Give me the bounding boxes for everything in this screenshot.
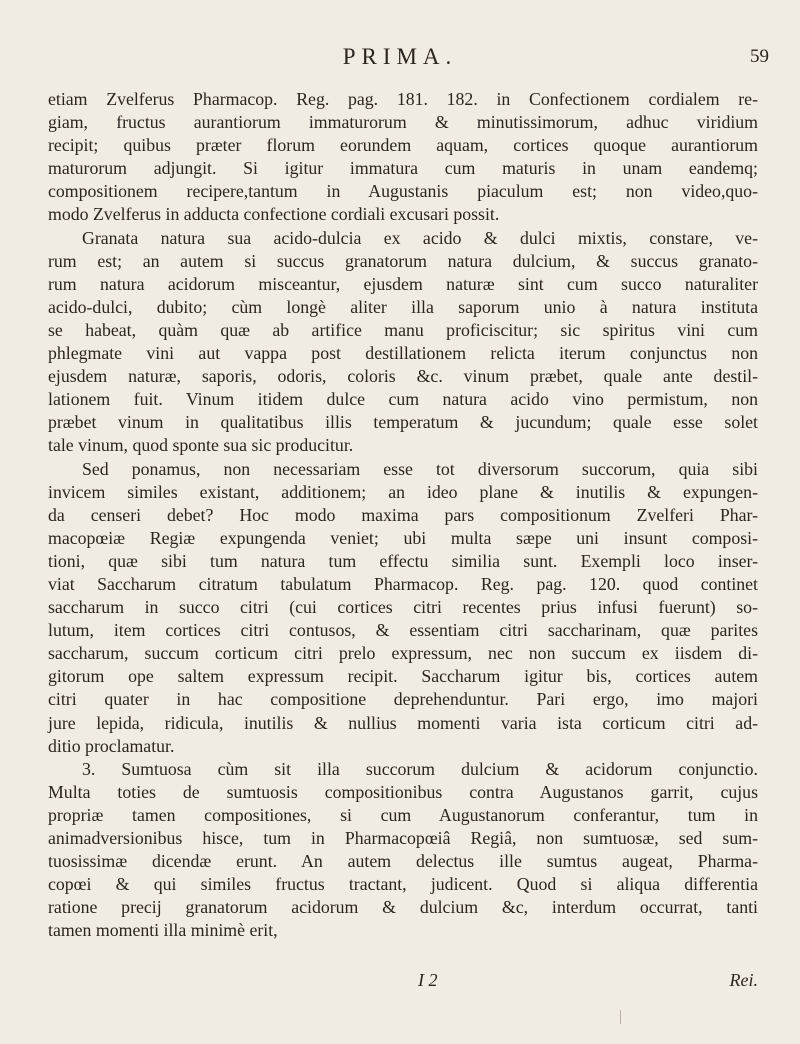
text-line: tuosissimæ dicendæ erunt. An autem delectus ille sumtus augeat, Pharma-: [48, 851, 758, 872]
text-line: Multa toties de sumtuosis compositionibus contra Augustanos garrit, cujus: [48, 781, 758, 802]
section-heading-line: 3. Sumtuosa cùm sit illa succorum dulcium & acidorum conjunctio.: [82, 758, 758, 779]
running-title: PRIMA.: [342, 44, 458, 69]
text-line: tioni, quæ sibi tum natura tum effectu similia sunt. Exempli loco inser-: [48, 550, 758, 571]
text-line: viat Saccharum citratum tabulatum Pharmacop. Reg. pag. 120. quod continet: [48, 573, 758, 594]
text-line: phlegmate vini aut vappa post destillationem relicta iterum conjunctus non: [48, 343, 758, 364]
text-line: invicem similes existant, additionem; an ideo plane & inutilis & expungen-: [48, 481, 758, 502]
text-line: rum est; an autem si succus granatorum natura dulcium, & succus granato-: [48, 250, 758, 271]
text-line: Sed ponamus, non necessariam esse tot diversorum succorum, quia sibi: [82, 458, 758, 479]
paper-mark: [620, 1010, 629, 1024]
text-line: jure lepida, ridicula, inutilis & nullius momenti varia ista corticum citri ad-: [48, 712, 758, 733]
text-line: recipit; quibus præter florum eorundem aquam, cortices quoque aurantiorum: [48, 135, 758, 156]
text-line: saccharum, succum corticum citri prelo expressum, nec non succum ex iisdem di-: [48, 643, 758, 664]
text-line: animadversionibus hisce, tum in Pharmacopœiâ Regiâ, non sumtuosæ, sed sum-: [48, 828, 758, 848]
text-line: rum natura acidorum misceantur, ejusdem naturæ sint cum succo naturaliter: [48, 273, 758, 294]
text-line: se habeat, quàm quæ ab artifice manu proficiscitur; sic spiritus vini cum: [48, 319, 758, 340]
text-line: ratione precij granatorum acidorum & dulcium &c, interdum occurrat, tanti: [48, 897, 758, 918]
text-line: modo Zvelferus in adducta confectione cordiali excusari possit.: [48, 204, 500, 225]
text-line: lationem fuit. Vinum itidem dulce cum natura acido vino permistum, non: [48, 389, 758, 410]
text-line: macopœiæ Regiæ expungenda veniet; ubi multa sæpe uni insunt composi-: [48, 527, 758, 548]
text-line: Granata natura sua acido-dulcia ex acido & dulci mixtis, constare, ve-: [82, 227, 758, 248]
text-line: da censeri debet? Hoc modo maxima pars compositionum Zvelferi Phar-: [48, 504, 758, 525]
catchword: Rei.: [729, 970, 758, 990]
text-line: compositionem recipere,tantum in Augustanis piaculum est; non video,quo-: [48, 181, 758, 202]
page-footer: [48, 970, 758, 1000]
body-text: [48, 88, 758, 942]
text-line: ejusdem naturæ, saporis, odoris, coloris &c. vinum præbet, quale ante destil-: [48, 366, 758, 387]
text-line: etiam Zvelferus Pharmacop. Reg. pag. 181. 182. in Confectionem cordialem re-: [48, 89, 758, 109]
text-line: giam, fructus aurantiorum immaturorum & minutissimorum, adhuc viridium: [48, 112, 758, 133]
text-line: copœi & qui similes fructus tractant, judicent. Quod si aliqua differentia: [48, 874, 758, 895]
signature-mark: I 2: [418, 970, 438, 990]
text-line: præbet vinum in qualitatibus illis temperatum & jucundum; quale esse solet: [48, 412, 758, 433]
text-line: citri quater in hac compositione deprehenduntur. Pari ergo, imo majori: [48, 689, 758, 710]
text-line: acido-dulci, dubito; cùm longè aliter illa saporum unio à natura instituta: [48, 296, 758, 317]
text-line: tamen momenti illa minimè erit,: [48, 920, 278, 941]
text-line: tale vinum, quod sponte sua sic producitur.: [48, 435, 354, 456]
text-line: lutum, item cortices citri contusos, & essentiam citri saccharinam, quæ parites: [48, 620, 758, 641]
text-line: propriæ tamen compositiones, si cum Augustanorum conferantur, tum in: [48, 804, 758, 825]
text-line: maturorum adjungit. Si igitur immatura cum maturis in unam eandemq;: [48, 158, 758, 179]
page-number: 59: [750, 46, 769, 67]
text-line: ditio proclamatur.: [48, 735, 175, 756]
text-line: gitorum ope saltem expressum recipit. Saccharum igitur bis, cortices autem: [48, 666, 758, 687]
text-line: saccharum in succo citri (cui cortices citri recentes prius infusi fuerunt) so-: [48, 597, 758, 618]
